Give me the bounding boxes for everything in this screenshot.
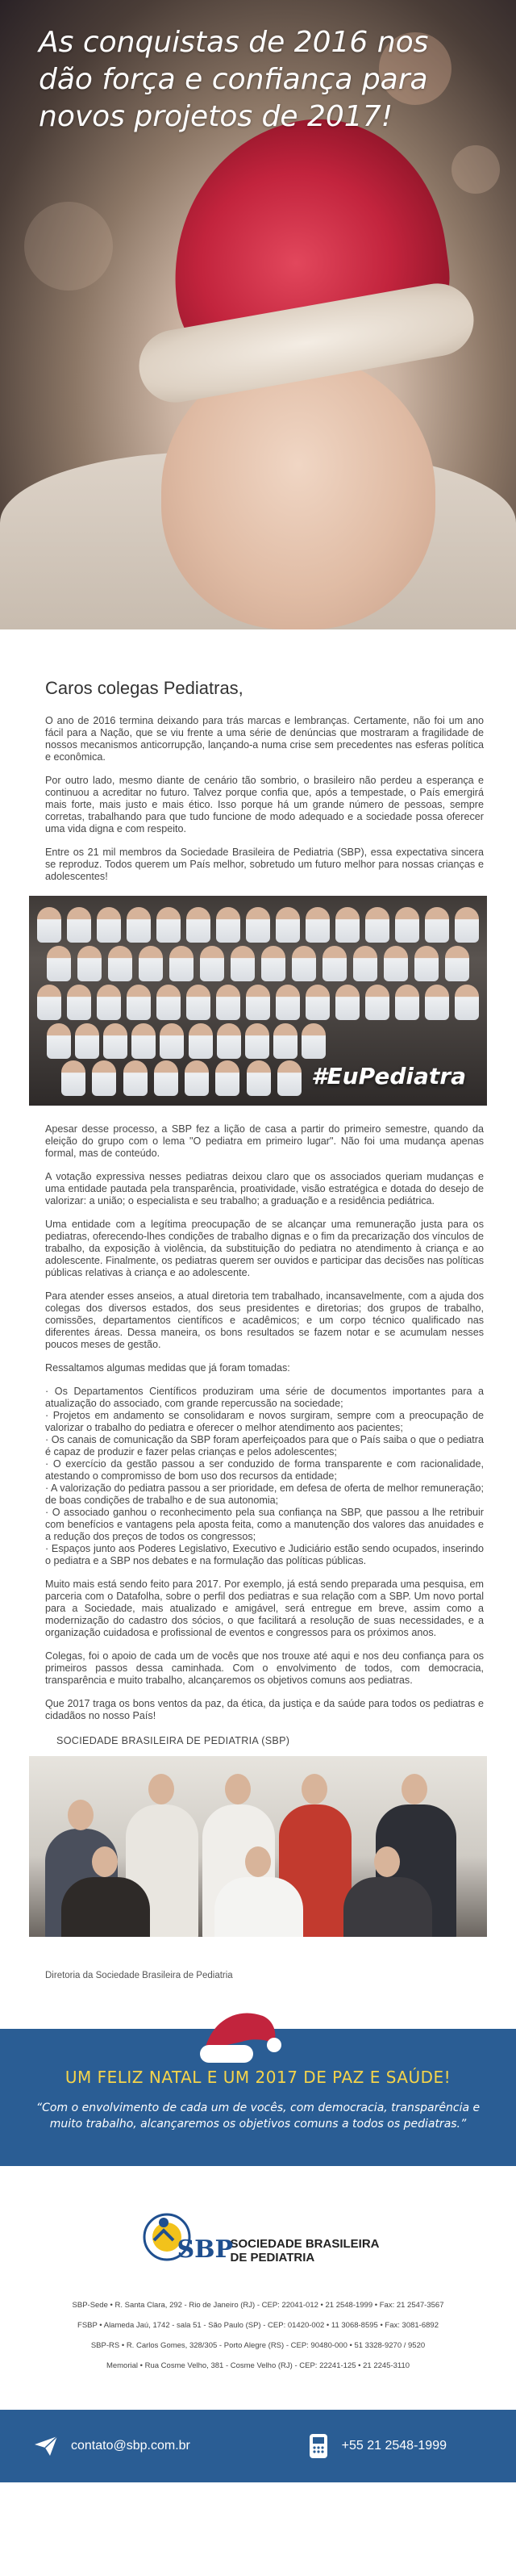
board-member	[343, 1877, 432, 1937]
letter-paragraph: Apesar desse processo, a SBP fez a lição de casa a partir do primeiro semestre, quando da eleição do grupo com o lema "O pediatra em primeiro lugar". Não foi uma mudança apenas formal, mas de conteúdo.	[45, 1123, 484, 1159]
measures-list	[45, 1386, 484, 1567]
contact-bar	[0, 2410, 516, 2482]
list-item: · O associado ganhou o reconhecimento pela sua confiança na SBP, que passou a lhe retribuir com benefícios e vantagens pela aposta feita, como a manutenção dos valores das anuidades e a redução dos preços de todos os congressos;	[45, 1507, 484, 1542]
crowd-row	[47, 1023, 326, 1059]
letter-paragraph: Para atender esses anseios, a atual diretoria tem trabalhado, incansavelmente, com a ajuda dos colegas dos diversos estados, dos seus presidentes e diretorias; dos grupos de trabalho, comissões, departamentos científicos e acadêmicos; e um corpo técnico qualificado nas diferentes áreas. Dessa maneira, os bons resultados se fazem notar e se acumulam nesses poucos meses de gestão.	[45, 1290, 484, 1350]
list-item: · Os Departamentos Científicos produziram uma série de documentos importantes para a atualização do associado, com grande repercussão na sociedade;	[45, 1386, 484, 1409]
list-item: · Os canais de comunicação da SBP foram aperfeiçoados para que o País saiba o que o pediatra é capaz de produzir e fazer pelas crianças e pelos adolescentes;	[45, 1434, 484, 1457]
bokeh-light	[24, 202, 113, 291]
address-line: FSBP • Alameda Jaú, 1742 - sala 51 - São Paulo (SP) - CEP: 01420-002 • 11 3068-8595 • Fax: 3081-6892	[77, 2321, 439, 2330]
board-member	[61, 1877, 150, 1937]
board-photo	[29, 1756, 487, 1937]
logo-abbreviation: SBP	[177, 2235, 234, 2264]
letter-paragraph: Entre os 21 mil membros da Sociedade Brasileira de Pediatria (SBP), essa expectativa sincera se reproduz. Todos querem um País melhor, sobretudo um futuro melhor para nossas crianças e adolescentes!	[45, 847, 484, 882]
letter-paragraph: Ressaltamos algumas medidas que já foram tomadas:	[45, 1362, 290, 1374]
footer	[0, 2166, 516, 2410]
address-line: Memorial • Rua Cosme Velho, 381 - Cosme Velho (RJ) - CEP: 22241-125 • 21 2245-3110	[106, 2361, 410, 2370]
crowd-row	[37, 985, 479, 1020]
group-photo	[29, 896, 487, 1106]
email-text: contato@sbp.com.br	[71, 2439, 190, 2453]
photo-hashtag: #EuPediatra	[311, 1063, 466, 1089]
letter-paragraph: O ano de 2016 termina deixando para trás marcas e lembranças. Certamente, não foi um ano fácil para a Nação, que se viu frente a uma série de denúncias que mostraram a fragilidade de nossos mecanismos anticorrupção, lançando-a numa crise sem precedentes nas esferas política e econômica.	[45, 715, 484, 763]
hero-banner	[0, 0, 516, 629]
letter-greeting: Caros colegas Pediatras,	[45, 678, 243, 698]
banner-quote: “Com o envolvimento de cada um de vocês, com democracia, transparência e muito trabalho, alcançaremos os objetivos comuns a todos os pediatras.”	[35, 2101, 481, 2131]
letter-paragraph: Colegas, foi o apoio de cada um de vocês que nos trouxe até aqui e nos deu confiança para os primeiros passos dessa caminhada. Com o envolvimento de todos, com democracia, transparência e muito trabalho, alcançaremos os objetivos comuns aos pediatras.	[45, 1650, 484, 1686]
letter-signature: SOCIEDADE BRASILEIRA DE PEDIATRIA (SBP)	[56, 1735, 290, 1746]
hero-title: As conquistas de 2016 nos dão força e confiança para novos projetos de 2017!	[39, 26, 429, 133]
banner-title: UM FELIZ NATAL E UM 2017 DE PAZ E SAÚDE!	[64, 2068, 452, 2087]
letter-paragraph: Que 2017 traga os bons ventos da paz, da ética, da justiça e da saúde para todos os pediatras e cidadãos no nosso País!	[45, 1698, 484, 1721]
list-item: · A valorização do pediatra passou a ser prioridade, em defesa de oferta de melhor remuneração; de boas condições de trabalho e de sua autonomia;	[45, 1482, 484, 1506]
santa-hat-icon	[194, 1998, 282, 2071]
crowd-row	[37, 907, 479, 943]
sbp-logo-mark	[136, 2203, 234, 2279]
list-item: · Espaços junto aos Poderes Legislativo, Executivo e Judiciário estão sendo ocupados, inserindo o pediatra e a SBP nos debates e na formulação das políticas públicas.	[45, 1543, 484, 1566]
letter-paragraph: A votação expressiva nesses pediatras deixou claro que os associados queriam mudanças e uma entidade pautada pela transparência, proatividade, visão estratégica e dotada do desejo de valorizar: a união; o especialista e seu trabalho; a graduação e a residência pediátrica.	[45, 1171, 484, 1206]
crowd-row	[47, 946, 469, 981]
address-line: SBP-RS • R. Carlos Gomes, 328/305 - Porto Alegre (RS) - CEP: 90480-000 • 51 3328-9270 / 9520	[90, 2341, 426, 2350]
list-item: · Projetos em andamento se consolidaram e novos surgiram, sempre com a preocupação de valorizar o trabalho do pediatra e oferecer o melhor atendimento aos pacientes;	[45, 1410, 484, 1433]
photo-caption: Diretoria da Sociedade Brasileira de Pediatria	[45, 1971, 233, 1980]
board-member	[214, 1877, 303, 1937]
letter-paragraph: Uma entidade com a legítima preocupação de se alcançar uma remuneração justa para os pediatras, oferecendo-lhes condições de trabalho dignas e o fim da precarização dos vínculos de trabalho, da exposição à violência, da substituição do pediatra no atendimento à criança e ao adolescente. Finalmente, os pediatras querem ser ouvidos e participar das decisões nas políticas públicas relativas à criança e ao adolescente.	[45, 1219, 484, 1278]
paper-plane-icon	[34, 2436, 58, 2457]
crowd-row	[61, 1060, 302, 1096]
address-line: SBP-Sede • R. Santa Clara, 292 - Rio de Janeiro (RJ) - CEP: 22041-012 • 21 2548-1999 • Fax: 21 2547-3567	[72, 2301, 444, 2310]
logo-line: DE PEDIATRIA	[230, 2251, 315, 2264]
email-link[interactable]	[34, 2436, 190, 2457]
phone-link[interactable]	[308, 2432, 447, 2460]
logo-line: SOCIEDADE BRASILEIRA	[230, 2237, 380, 2251]
letter-paragraph: Por outro lado, mesmo diante de cenário tão sombrio, o brasileiro não perdeu a esperança e continuou a acreditar no futuro. Talvez porque confia que, após a tempestade, o País emergirá mais forte, mais justo e mais ético. Isso porque há um grande número de pessoas, sempre corretas, trabalhando para que tudo funcione de modo adequado e a sociedade possa oferecer uma vida digna e com respeito.	[45, 775, 484, 834]
bokeh-light	[452, 145, 500, 194]
christmas-banner	[0, 2029, 516, 2166]
logo-text	[230, 2237, 379, 2264]
letter-body	[0, 678, 516, 1980]
phone-icon	[308, 2432, 329, 2460]
letter-paragraph: Muito mais está sendo feito para 2017. Por exemplo, já está sendo preparada uma pesquisa, em parceria com o Datafolha, sobre o perfil dos pediatras e sua relação com a SBP. Um novo portal para a Sociedade, mais atualizado e amigável, será entregue em breve, assim como a modernização do cadastro dos sócios, o que facilitará a resolução de suas necessidades, e a organização cuidadosa e profissional de eventos e congressos para os próximos anos.	[45, 1579, 484, 1638]
sbp-logo	[136, 2203, 379, 2279]
phone-text: +55 21 2548-1999	[341, 2439, 447, 2453]
list-item: · O exercício da gestão passou a ser conduzido de forma transparente e com racionalidade, atestando o compromisso de bom uso dos recursos da entidade;	[45, 1458, 484, 1482]
